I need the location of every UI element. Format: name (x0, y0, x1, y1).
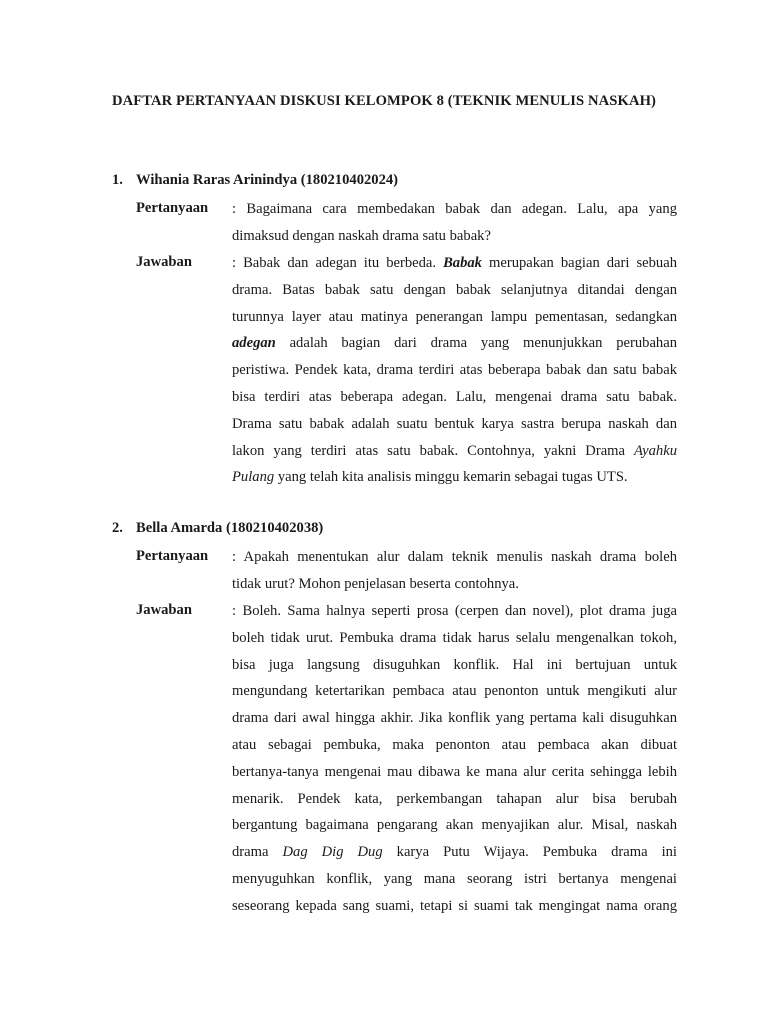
text-line: menarik. Pendek kata, perkembangan tahapan alur bisa berubah (232, 790, 677, 807)
text-line: seseorang kepada sang suami, tetapi si suami tak mengingat nama orang (232, 897, 677, 914)
text-run: lakon yang terdiri atas satu babak. Contohnya, yakni Drama (232, 442, 635, 459)
text-line (232, 250, 677, 277)
item-heading (112, 520, 323, 537)
emphasis-term: adegan (232, 335, 276, 352)
text-line: menyuguhkan konflik, yang mana seorang istri bertanya mengenai (232, 870, 677, 887)
text-line: dimaksud dengan naskah drama satu babak? (232, 227, 491, 244)
text-line (232, 438, 677, 465)
question-label: Pertanyaan (136, 548, 209, 564)
text-run: merupakan bagian dari sebuah (481, 255, 677, 271)
document-title: DAFTAR PERTANYAAN DISKUSI KELOMPOK 8 (TEKNIK MENULIS NASKAH) (111, 93, 657, 109)
item-heading-text: Bella Amarda (180210402038) (136, 520, 324, 536)
text-line (232, 464, 677, 491)
italic-title: Dag Dig Dug (282, 844, 383, 861)
text-line: drama dari awal hingga akhir. Jika konflik yang pertama kali disuguhkan (232, 710, 677, 727)
text-line: bisa terdiri atas beberapa adegan. Lalu, mengenai drama satu babak. (232, 388, 677, 405)
text-line: turunnya layer atau matinya penerangan lampu pementasan, sedangkan (232, 308, 677, 325)
emphasis-term: Babak (443, 255, 482, 271)
text-line: peristiwa. Pendek kata, drama terdiri atas beberapa babak dan satu babak (232, 362, 677, 379)
answer-text (232, 250, 677, 491)
question-label: Pertanyaan (136, 200, 209, 216)
text-line: mengundang ketertarikan pembaca atau penonton untuk mengikuti alur (232, 683, 677, 700)
question-text (232, 196, 677, 250)
answer-label: Jawaban (136, 254, 192, 270)
question-text (232, 544, 677, 598)
italic-title: Ayahku (634, 442, 677, 459)
answer-label: Jawaban (136, 602, 192, 618)
text-line: atau sebagai pembuka, maka penonton atau pembaca akan dibuat (232, 736, 677, 753)
text-line (232, 839, 677, 866)
text-line: bisa juga langsung disuguhkan konflik. Hal ini bertujuan untuk (232, 656, 677, 673)
text-line: bergantung bagaimana pengarang akan menyajikan alur. Misal, naskah (232, 817, 677, 834)
text-line: drama. Batas babak satu dengan babak selanjutnya ditandai dengan (232, 281, 677, 298)
item-heading (112, 172, 398, 189)
answer-text (232, 598, 677, 920)
text-line: tidak urut? Mohon penjelasan beserta contohnya. (232, 575, 519, 592)
text-line: : Boleh. Sama halnya seperti prosa (cerpen dan novel), plot drama juga (232, 603, 677, 619)
text-line (232, 330, 677, 357)
item-heading-text: Wihania Raras Arinindya (180210402024) (136, 172, 399, 188)
text-line: : Bagaimana cara membedakan babak dan adegan. Lalu, apa yang (232, 201, 677, 217)
text-run: adalah bagian dari drama yang menunjukkan perubahan (275, 335, 677, 352)
text-line: boleh tidak urut. Pembuka drama tidak harus selalu mengenalkan tokoh, (232, 629, 677, 646)
text-run: yang telah kita analisis minggu kemarin sebagai tugas UTS. (274, 469, 628, 486)
text-run: : Babak dan adegan itu berbeda. (232, 255, 444, 271)
item-number: 1. (112, 172, 123, 188)
italic-title: Pulang (232, 469, 275, 486)
text-line: bertanya-tanya mengenai mau dibawa ke mana alur cerita sehingga lebih (232, 763, 677, 780)
text-line: : Apakah menentukan alur dalam teknik menulis naskah drama boleh (232, 549, 677, 565)
item-number: 2. (112, 520, 123, 536)
text-line: Drama satu babak adalah suatu bentuk karya sastra berupa naskah dan (232, 415, 677, 432)
text-run: karya Putu Wijaya. Pembuka drama ini (382, 844, 677, 861)
text-run: drama (232, 844, 283, 861)
